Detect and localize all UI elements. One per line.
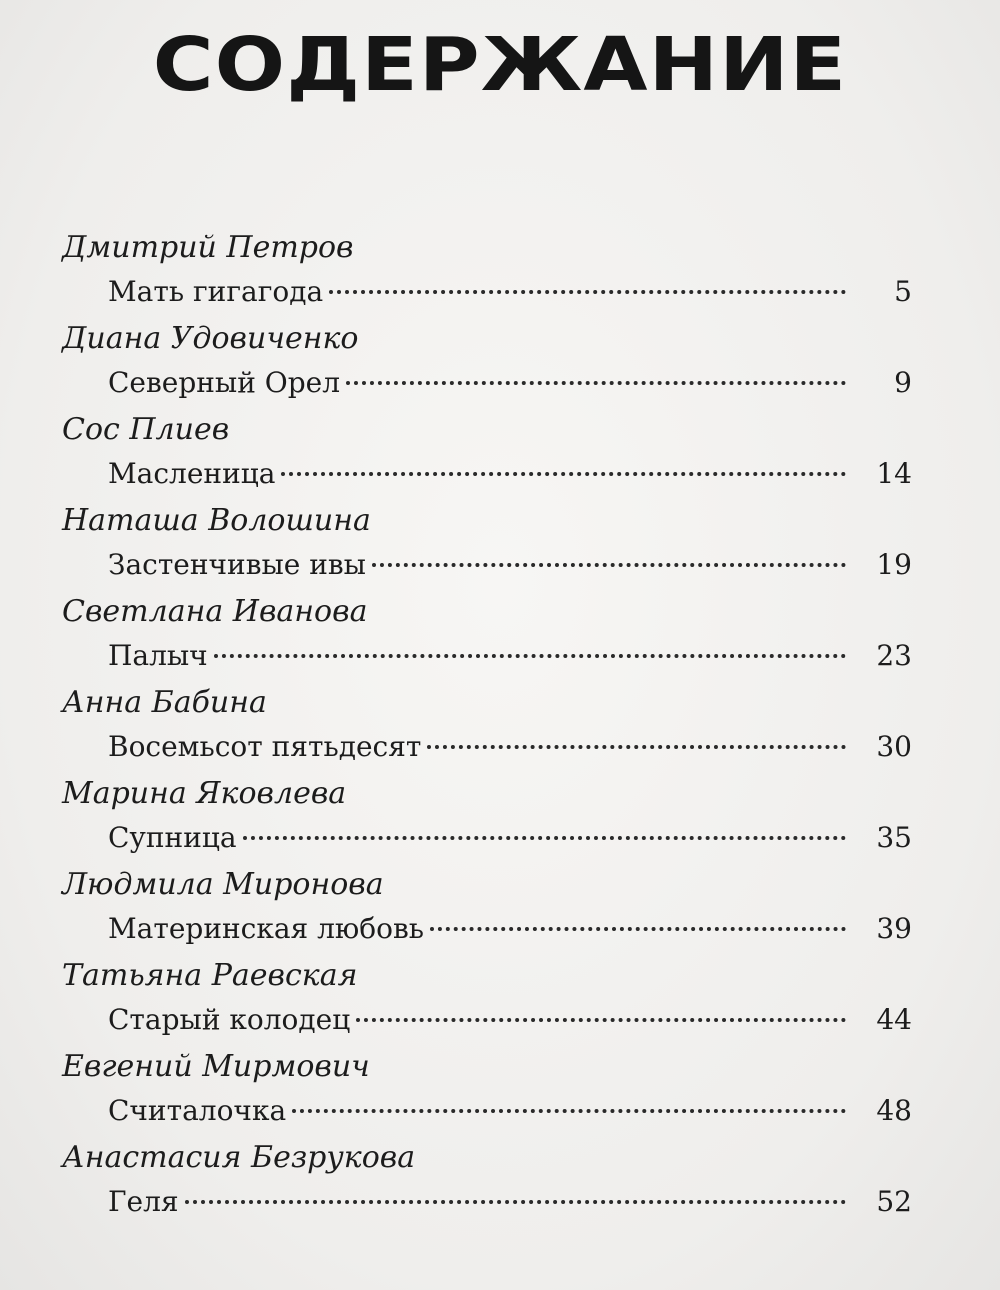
toc-line [108, 818, 912, 858]
toc-story-title: Палыч [108, 639, 208, 672]
toc-line [108, 363, 912, 403]
toc-entry [0, 1140, 1000, 1231]
toc-story-title: Считалочка [108, 1094, 287, 1127]
toc-story-title: Геля [108, 1185, 179, 1218]
toc-page-number: 5 [894, 275, 912, 308]
toc-story-title: Супница [108, 821, 237, 854]
toc-line [108, 1000, 912, 1040]
toc-author: Анна Бабина [62, 685, 267, 720]
dot-leader [243, 836, 846, 840]
toc-author: Дмитрий Петров [62, 230, 354, 265]
toc-line [108, 636, 912, 676]
toc-story-title: Старый колодец [108, 1003, 351, 1036]
dot-leader [281, 472, 846, 476]
toc-page-number: 19 [876, 548, 912, 581]
page-title: СОДЕРЖАНИЕ [152, 22, 848, 108]
toc-entry [0, 867, 1000, 958]
toc-page-number: 35 [876, 821, 912, 854]
toc-entry [0, 685, 1000, 776]
dot-leader [427, 745, 846, 749]
toc-author: Евгений Мирмович [62, 1049, 370, 1084]
table-of-contents [0, 230, 1000, 1231]
toc-line [108, 1091, 912, 1131]
toc-page-number: 30 [876, 730, 912, 763]
toc-entry [0, 230, 1000, 321]
toc-page-number: 39 [876, 912, 912, 945]
dot-leader [356, 1018, 846, 1022]
toc-entry [0, 503, 1000, 594]
toc-story-title: Застенчивые ивы [108, 548, 366, 581]
dot-leader [346, 381, 846, 385]
toc-story-title: Материнская любовь [108, 912, 424, 945]
toc-page-number: 52 [876, 1185, 912, 1218]
toc-author: Диана Удовиченко [62, 321, 359, 356]
dot-leader [292, 1109, 846, 1113]
toc-line [108, 727, 912, 767]
toc-author: Светлана Иванова [62, 594, 368, 629]
toc-page-number: 9 [894, 366, 912, 399]
toc-line [108, 545, 912, 585]
dot-leader [329, 290, 846, 294]
dot-leader [185, 1200, 846, 1204]
toc-author: Наташа Волошина [62, 503, 371, 538]
toc-author: Марина Яковлева [62, 776, 347, 811]
toc-entry [0, 958, 1000, 1049]
toc-entry [0, 1049, 1000, 1140]
toc-author: Татьяна Раевская [62, 958, 358, 993]
dot-leader [214, 654, 846, 658]
toc-entry [0, 321, 1000, 412]
toc-entry [0, 412, 1000, 503]
toc-author: Людмила Миронова [62, 867, 384, 902]
toc-story-title: Северный Орел [108, 366, 340, 399]
toc-entry [0, 594, 1000, 685]
dot-leader [372, 563, 846, 567]
toc-line [108, 909, 912, 949]
toc-page-number: 14 [876, 457, 912, 490]
dot-leader [430, 927, 846, 931]
toc-story-title: Масленица [108, 457, 276, 490]
toc-line [108, 454, 912, 494]
toc-story-title: Мать гигагода [108, 275, 324, 308]
toc-line [108, 272, 912, 312]
toc-page-number: 23 [876, 639, 912, 672]
toc-page-number: 48 [876, 1094, 912, 1127]
toc-page-number: 44 [876, 1003, 912, 1036]
toc-story-title: Восемьсот пятьдесят [108, 730, 422, 763]
toc-line [108, 1182, 912, 1222]
toc-entry [0, 776, 1000, 867]
toc-author: Анастасия Безрукова [62, 1140, 416, 1175]
toc-author: Сос Плиев [62, 412, 230, 447]
